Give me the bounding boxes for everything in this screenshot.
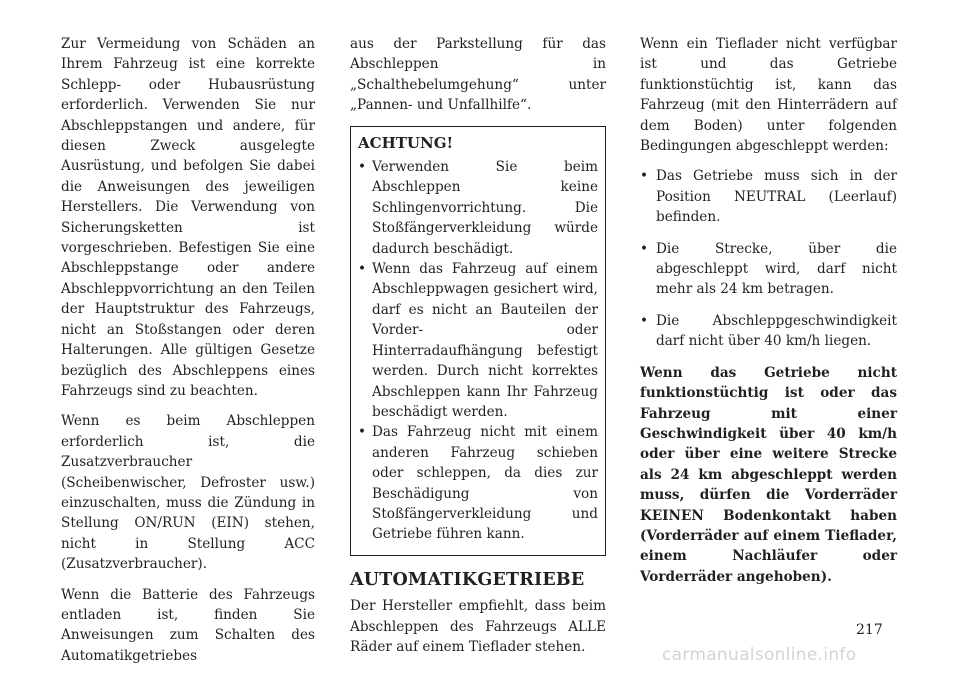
section-heading: AUTOMATIKGETRIEBE [350, 569, 585, 590]
paragraph-battery: Wenn die Batterie des Fahrzeugs entladen ist, finden Sie Anweisungen zum Schalten des Automatikgetriebes [61, 586, 315, 664]
condition-item: • Die Abschleppgeschwindigkeit darf nicht über 40 km/h liegen. [640, 311, 897, 352]
condition-item: • Das Getriebe muss sich in der Position NEUTRAL (Leerlauf) befinden. [640, 166, 897, 227]
paragraph-conditions-intro: Wenn ein Tieflader nicht verfügbar ist und das Getriebe funktionstüchtig ist, kann das Fahrzeug (mit den Hinterrädern auf dem Boden) unter folgenden Bedingungen abgeschleppt werden: [640, 36, 897, 155]
watermark: carmanualsonline.info [662, 645, 857, 665]
paragraph-continuation: aus der Parkstellung für das Abschleppen in „Schalthebelumgehung“ unter „Pannen- und Unfallhilfe“. [350, 36, 606, 114]
paragraph-ignition: Wenn es beim Abschleppen erforderlich ist, die Zusatzverbraucher (Scheibenwischer, Defroster usw.) einzuschalten, muss die Zündung in Stellung ON/RUN (EIN) stehen, nicht in Stellung ACC (Zusatzverbraucher). [61, 413, 315, 573]
warning-item: • Das Fahrzeug nicht mit einem anderen Fahrzeug schieben oder schleppen, da dies zur Beschädigung von Stoßfängerverkleidung und Getriebe führen kann. [358, 422, 598, 544]
conditions-list [640, 166, 897, 351]
page-number: 217 [856, 622, 883, 638]
text-column-right [640, 34, 897, 597]
warning-list [358, 157, 598, 545]
warning-title: ACHTUNG! [358, 133, 454, 152]
condition-item: • Die Strecke, über die abgeschleppt wird, darf nicht mehr als 24 km betragen. [640, 239, 897, 300]
warning-item: • Wenn das Fahrzeug auf einem Abschleppwagen gesichert wird, darf es nicht an Bauteilen der Vorder- oder Hinterradaufhängung befestigt werden. Durch nicht korrektes Abschleppen kann Ihr Fahrzeug beschädigt werden. [358, 259, 598, 422]
warning-item: • Verwenden Sie beim Abschleppen keine Schlingenvorrichtung. Die Stoßfängerverkleidung würde dadurch beschädigt. [358, 157, 598, 259]
paragraph-towing-equipment: Zur Vermeidung von Schäden an Ihrem Fahrzeug ist eine korrekte Schlepp- oder Hubausrüstung erforderlich. Verwenden Sie nur Abschleppstangen und andere, für diesen Zweck ausgelegte Ausrüstung, und befolgen Sie dabei die Anweisungen des jeweiligen Herstellers. Die Verwendung von Sicherungsketten ist vorgeschrieben. Befestigen Sie eine Abschleppstange oder andere Abschleppvorrichtung an den Teilen der Hauptstruktur des Fahrzeugs, nicht an Stoßstangen oder deren Halterungen. Alle gültigen Gesetze bezüglich des Abschleppens eines Fahrzeugs sind zu beachten. [61, 36, 315, 399]
text-column-middle [350, 34, 606, 667]
paragraph-flatbed-recommendation: Der Hersteller empfiehlt, dass beim Abschleppen des Fahrzeugs ALLE Räder auf einem Tieflader stehen. [350, 598, 606, 655]
bold-warning-paragraph: Wenn das Getriebe nicht funktionstüchtig ist oder das Fahrzeug mit einer Geschwindigkeit über 40 km/h oder über eine weitere Strecke als 24 km abgeschleppt werden muss, dürfen die Vorderräder KEINEN Bodenkontakt haben (Vorderräder auf einem Tieflader, einem Nachläufer oder Vorderräder angehoben). [640, 364, 897, 585]
warning-box [350, 126, 606, 556]
text-column-left [61, 34, 315, 676]
